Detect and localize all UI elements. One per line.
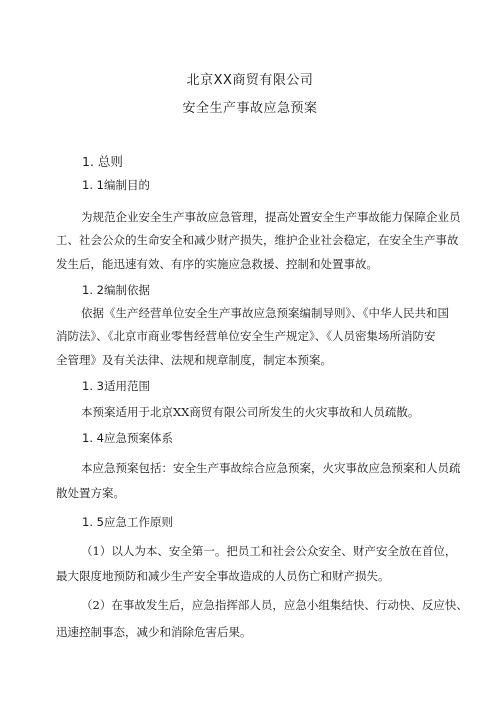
paragraph-line: 本应急预案包括：安全生产事故综合应急预案，火灾事故应急预案和人员疏 [81, 461, 461, 475]
document-title: 安全生产事故应急预案 [182, 101, 318, 116]
paragraph-line: （2）在事故发生后，应急指挥部人员，应急小组集结快、行动快、反应快、 [81, 598, 468, 612]
section-heading-general: 1. 总则 [82, 154, 123, 169]
paragraph-line: 本预案适用于北京XX商贸有限公司所发生的火灾事故和人员疏散。 [81, 405, 420, 419]
subsection-heading-purpose: 1. 1编制目的 [82, 178, 150, 192]
subsection-heading-basis: 1. 2编制依据 [82, 283, 150, 297]
subsection-heading-system: 1. 4应急预案体系 [82, 431, 173, 445]
paragraph-line: 为规范企业安全生产事故应急管理，提高处置安全生产事故能力保障企业员 [81, 210, 461, 224]
paragraph-line: 最大限度地预防和减少生产安全事故造成的人员伤亡和财产损失。 [56, 569, 390, 583]
paragraph-line: 发生后，能迅速有效、有序的实施应急救援、控制和处置事故。 [56, 257, 378, 271]
company-name: 北京XX商贸有限公司 [186, 73, 314, 88]
paragraph-line: 全管理》及有关法律、法规和规章制度，制定本预案。 [56, 353, 332, 367]
paragraph-line: 依据《生产经营单位安全生产事故应急预案编制导则》、《中华人民共和国 [81, 306, 449, 320]
subsection-heading-principles: 1. 5应急工作原则 [82, 515, 173, 529]
paragraph-line: 工、社会公众的生命安全和减少财产损失，维护企业社会稳定，在安全生产事故 [56, 233, 459, 247]
paragraph-line: 迅速控制事态，减少和消除危害后果。 [56, 625, 252, 639]
paragraph-line: 散处置方案。 [56, 486, 125, 500]
paragraph-line: （1）以人为本、安全第一。把员工和社会公众安全、财产安全放在首位， [81, 544, 457, 558]
subsection-heading-scope: 1. 3适用范围 [82, 379, 150, 393]
paragraph-line: 消防法》、《北京市商业零售经营单位安全生产规定》、《人员密集场所消防安 [56, 329, 436, 343]
